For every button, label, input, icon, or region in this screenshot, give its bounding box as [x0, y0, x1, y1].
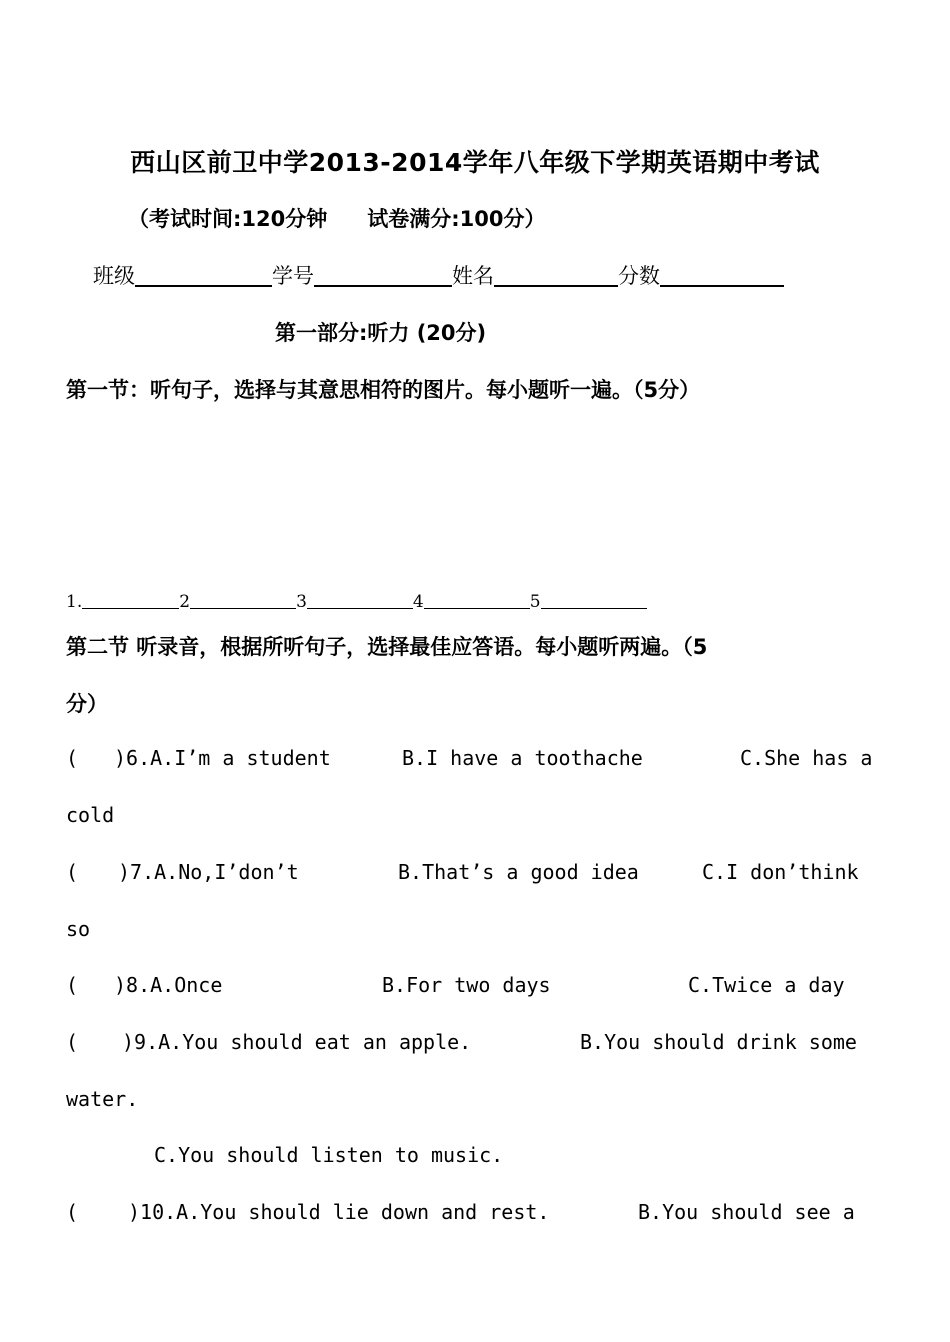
blank-label-5: 5 [529, 592, 541, 612]
option-c: C.I don’think [702, 860, 859, 884]
exam-total-score: 试卷满分:100分） [367, 207, 546, 231]
answer-blank-4[interactable] [424, 592, 530, 609]
section2-instruction: 第二节 听录音，根据所听句子，选择最佳应答语。每小题听两遍。（5 [66, 635, 708, 659]
question-9-option-c: C.You should listen to music. [154, 1143, 504, 1167]
blank-label-4: 4 [412, 592, 424, 612]
name-blank[interactable] [494, 263, 618, 287]
answer-blank-2[interactable] [190, 592, 296, 609]
answer-blank-3[interactable] [307, 592, 413, 609]
answer-paren[interactable]: ( [66, 746, 79, 770]
class-blank[interactable] [135, 263, 272, 287]
student-info-fields [93, 260, 784, 290]
answer-paren[interactable]: ( [66, 1030, 79, 1054]
option-a: )9.A.You should eat an apple. [122, 1030, 472, 1054]
question-8 [66, 973, 884, 1001]
question-9 [66, 1030, 884, 1058]
option-b: B.You should see a [638, 1200, 855, 1224]
option-a: )8.A.Once [114, 973, 223, 997]
answer-paren[interactable]: ( [66, 973, 79, 997]
answer-paren[interactable]: ( [66, 860, 79, 884]
question-10 [66, 1200, 884, 1228]
number-blank[interactable] [314, 263, 452, 287]
section1-answer-blanks [66, 592, 647, 612]
option-b: B.You should drink some [580, 1030, 857, 1054]
part1-title: 第一部分:听力 (20分) [275, 321, 487, 345]
option-a: )10.A.You should lie down and rest. [128, 1200, 550, 1224]
section1-instruction: 第一节：听句子，选择与其意思相符的图片。每小题听一遍。（5分） [66, 378, 701, 402]
question-7 [66, 860, 884, 888]
exam-time: （考试时间:120分钟 [128, 207, 328, 231]
option-b: B.I have a toothache [402, 746, 643, 770]
class-label: 班级 [93, 264, 135, 288]
question-7-cont: so [66, 917, 91, 941]
blank-label-3: 3 [296, 592, 307, 612]
section2-instruction-cont: 分） [66, 692, 108, 716]
option-b: B.For two days [382, 973, 551, 997]
number-label: 学号 [272, 264, 314, 288]
exam-title: 西山区前卫中学2013-2014学年八年级下学期英语期中考试 [130, 148, 820, 177]
name-label: 姓名 [452, 264, 494, 288]
option-c: C.She has a [740, 746, 873, 770]
option-a: )6.A.I’m a student [114, 746, 331, 770]
score-label: 分数 [618, 264, 660, 288]
option-b: B.That’s a good idea [398, 860, 639, 884]
score-blank[interactable] [660, 263, 784, 287]
exam-info [128, 203, 545, 233]
blank-label-2: 2 [179, 592, 191, 612]
question-6 [66, 746, 884, 774]
option-a: )7.A.No,I’don’t [118, 860, 299, 884]
answer-paren[interactable]: ( [66, 1200, 79, 1224]
question-6-cont: cold [66, 803, 115, 827]
answer-blank-5[interactable] [541, 592, 647, 609]
answer-blank-1[interactable] [82, 592, 179, 609]
blank-label-1: 1. [66, 592, 83, 612]
question-9-cont: water. [66, 1087, 139, 1111]
option-c: C.Twice a day [688, 973, 845, 997]
